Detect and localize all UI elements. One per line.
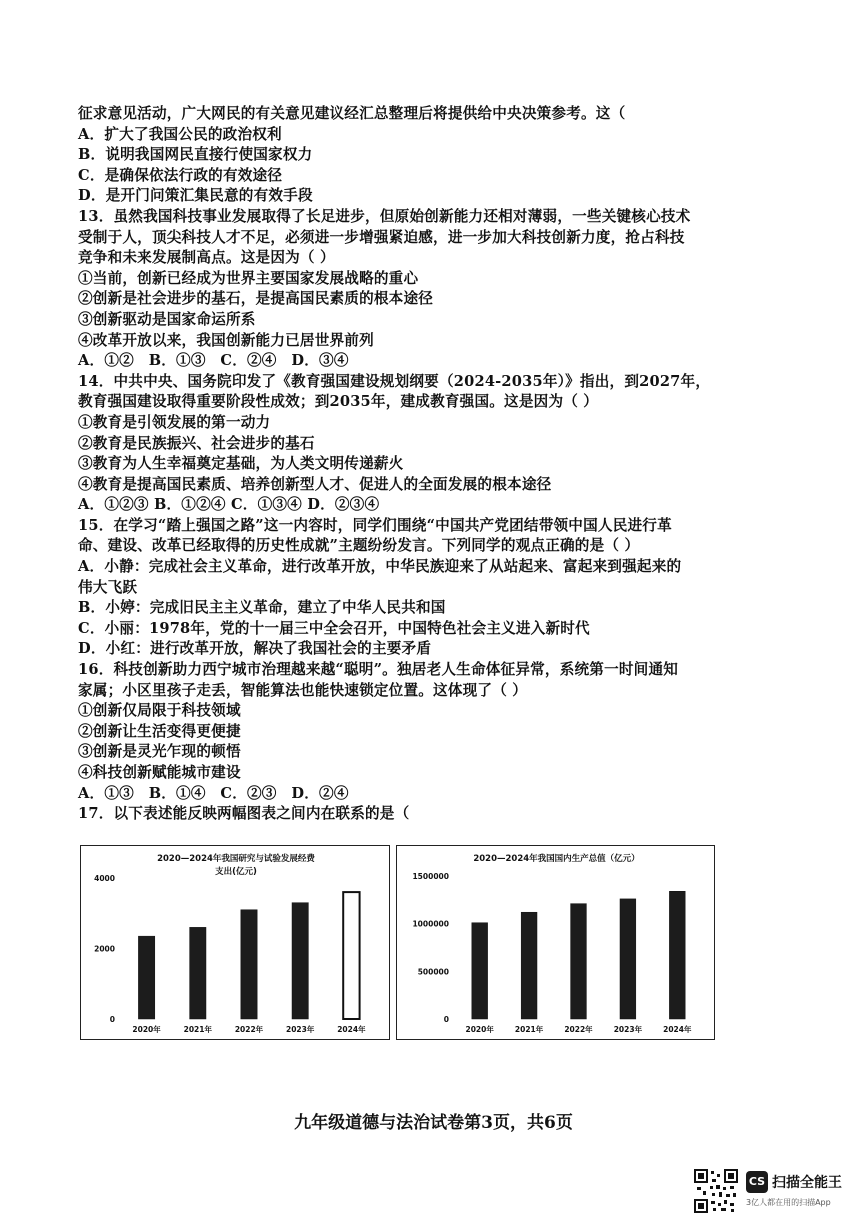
chart-title: 2020—2024年我国国内生产总值（亿元） (473, 854, 640, 864)
x-tick-label: 2021年 (514, 1025, 544, 1034)
gdp-svg (397, 846, 716, 1041)
bar (472, 923, 488, 1019)
text-line: ④改革开放以来，我国创新能力已居世界前列 (78, 331, 374, 349)
y-tick-label: 1500000 (412, 872, 449, 881)
scanner-watermark (694, 1169, 854, 1217)
text-line: ③教育为人生幸福奠定基础，为人类文明传递薪火 (78, 455, 404, 473)
text-line: ③创新驱动是国家命运所系 (78, 310, 256, 328)
text-line: ②教育是民族振兴、社会进步的基石 (78, 434, 315, 452)
gdp-chart (396, 845, 715, 1040)
text-line: 17．以下表述能反映两幅图表之间内在联系的是（ (78, 805, 410, 823)
text-line: A．扩大了我国公民的政治权利 (78, 125, 282, 143)
bar (190, 927, 206, 1019)
question-text (78, 104, 758, 825)
text-line: ②创新让生活变得更便捷 (78, 722, 241, 740)
chart-subtitle: 支出(亿元) (215, 867, 257, 877)
chart-title: 2020—2024年我国研究与试验发展经费 (157, 854, 315, 864)
text-line: B．小婷：完成旧民主主义革命，建立了中华人民共和国 (78, 599, 446, 617)
text-line: 竞争和未来发展制高点。这是因为（ ） (78, 249, 335, 267)
text-line: C．是确保依法行政的有效途径 (78, 166, 283, 184)
text-line: D．小红：进行改革开放，解决了我国社会的主要矛盾 (78, 640, 432, 658)
brand-name: 扫描全能王 (772, 1175, 842, 1191)
x-tick-label: 2022年 (564, 1025, 593, 1034)
text-line: ①当前，创新已经成为世界主要国家发展战略的重心 (78, 269, 419, 287)
text-line: 15．在学习“踏上强国之路”这一内容时，同学们围绕“中国共产党团结带领中国人民进行革 (78, 516, 672, 534)
text-line: ③创新是灵光乍现的顿悟 (78, 743, 241, 761)
text-line: ②创新是社会进步的基石，是提高国民素质的根本途径 (78, 290, 434, 308)
text-line: 13．虽然我国科技事业发展取得了长足进步，但原始创新能力还相对薄弱，一些关键核心技术 (78, 207, 691, 225)
y-tick-label: 2000 (94, 944, 115, 954)
bar (292, 903, 308, 1019)
brand-slogan: 3亿人都在用的扫描App (746, 1198, 831, 1207)
text-line: C．小丽：1978年，党的十一届三中全会召开，中国特色社会主义进入新时代 (78, 619, 590, 637)
x-tick-label: 2021年 (183, 1025, 212, 1034)
y-tick-label: 1000000 (412, 919, 449, 929)
text-line: D．是开门问策汇集民意的有效手段 (78, 187, 313, 205)
bar (521, 912, 537, 1019)
text-line: 征求意见活动，广大网民的有关意见建议经汇总整理后将提供给中央决策参考。这（ (78, 105, 626, 122)
text-line: ④教育是提高国民素质、培养创新型人才、促进人的全面发展的根本途径 (78, 475, 552, 493)
y-tick-label: 4000 (94, 874, 115, 883)
text-line: A．①③ B．①④ C．②③ D．②④ (78, 784, 349, 802)
text-line: ①教育是引领发展的第一动力 (78, 413, 271, 431)
y-tick-label: 0 (443, 1015, 449, 1024)
text-line: 家属；小区里孩子走丢，智能算法也能快速锁定位置。这体现了（ ） (78, 681, 528, 699)
text-line: ①创新仅局限于科技领域 (78, 702, 241, 720)
text-line: 伟大飞跃 (78, 578, 138, 596)
bar (669, 891, 685, 1019)
bar (138, 936, 154, 1019)
bar (241, 910, 257, 1019)
x-tick-label: 2024年 (663, 1025, 692, 1034)
text-line: B．说明我国网民直接行使国家权力 (78, 146, 313, 164)
text-line: ④科技创新赋能城市建设 (78, 764, 241, 781)
text-line: 16．科技创新助力西宁城市治理越来越“聪明”。独居老人生命体征异常，系统第一时间通知 (78, 661, 679, 679)
y-tick-label: 500000 (417, 967, 449, 977)
charts-row (80, 845, 715, 1040)
x-tick-label: 2023年 (613, 1025, 643, 1034)
x-tick-label: 2024年 (337, 1025, 366, 1034)
x-tick-label: 2020年 (465, 1025, 494, 1034)
text-line: 14．中共中央、国务院印发了《教育强国建设规划纲要（2024-2035年）》指出，到2027年， (78, 372, 711, 390)
text-line: 受制于人，顶尖科技人才不足，必须进一步增强紧迫感，进一步加大科技创新力度，抢占科技 (78, 228, 685, 246)
text-line: A．小静：完成社会主义革命，进行改革开放，中华民族迎来了从站起来、富起来到强起来的 (78, 558, 682, 576)
bar (343, 892, 359, 1019)
rd-expenditure-svg (81, 846, 391, 1041)
rd-expenditure-chart (80, 845, 390, 1040)
x-tick-label: 2020年 (132, 1025, 161, 1034)
x-tick-label: 2023年 (286, 1025, 315, 1034)
qr-code-icon (694, 1169, 738, 1213)
bar (620, 899, 636, 1019)
bar (571, 904, 587, 1019)
text-line: 命、建设、改革已经取得的历史性成就”主题纷纷发言。下列同学的观点正确的是（ ） (78, 537, 640, 555)
y-tick-label: 0 (109, 1015, 115, 1024)
text-line: A．①②③ B．①②④ C．①③④ D．②③④ (78, 496, 380, 514)
text-line: 教育强国建设取得重要阶段性成效；到2035年，建成教育强国。这是因为（ ） (78, 393, 599, 411)
cs-logo-icon: CS (746, 1171, 768, 1193)
text-line: A．①② B．①③ C．②④ D．③④ (78, 352, 349, 370)
x-tick-label: 2022年 (234, 1025, 264, 1034)
page-footer: 九年级道德与法治试卷第3页，共6页 (294, 1113, 573, 1133)
